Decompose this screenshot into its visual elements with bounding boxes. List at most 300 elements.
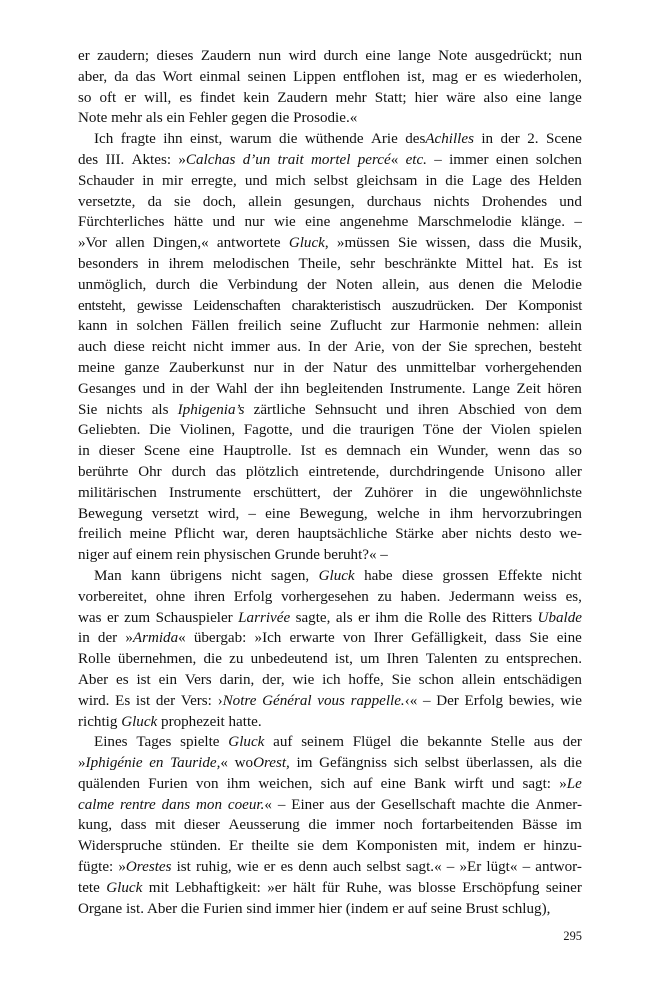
italic-text: rentre bbox=[119, 796, 156, 813]
text-word bbox=[290, 316, 321, 337]
roman-text: Sie bbox=[391, 671, 411, 688]
text-word bbox=[546, 129, 582, 150]
roman-text: der bbox=[155, 692, 176, 709]
roman-text: kung, bbox=[78, 817, 112, 834]
text-word bbox=[78, 88, 91, 109]
text-word bbox=[196, 795, 222, 816]
text-word bbox=[78, 649, 111, 670]
text-word bbox=[227, 275, 297, 296]
roman-text: und bbox=[301, 422, 325, 439]
roman-text: – bbox=[446, 859, 455, 876]
roman-text: da bbox=[147, 193, 162, 210]
roman-text: ihrem bbox=[168, 255, 204, 272]
roman-text: hätte bbox=[173, 214, 204, 231]
roman-text: erwarte bbox=[289, 630, 335, 647]
text-word bbox=[484, 67, 497, 88]
text-word bbox=[306, 379, 383, 400]
roman-text: Tages bbox=[136, 734, 172, 751]
text-word bbox=[425, 171, 437, 192]
text-word bbox=[377, 504, 420, 525]
text-word bbox=[486, 857, 517, 878]
roman-text: der bbox=[304, 359, 324, 376]
text-word bbox=[281, 857, 294, 878]
roman-text: Mittel bbox=[465, 255, 503, 272]
roman-text: da bbox=[114, 68, 129, 85]
roman-text: fügte: bbox=[78, 859, 114, 876]
text-word bbox=[243, 901, 272, 917]
text-word bbox=[462, 670, 496, 691]
roman-text: Fagotte, bbox=[243, 422, 293, 439]
roman-text: auszudrücken. bbox=[391, 297, 475, 314]
roman-text: besteht bbox=[539, 339, 582, 356]
roman-text: Anmer- bbox=[535, 796, 582, 813]
text-word bbox=[394, 753, 418, 774]
roman-text: sich bbox=[393, 755, 419, 772]
text-word bbox=[138, 462, 161, 483]
text-word bbox=[337, 233, 390, 254]
roman-text: durchaus bbox=[366, 193, 422, 210]
text-word bbox=[569, 441, 582, 462]
text-word bbox=[99, 88, 116, 109]
text-word bbox=[501, 129, 520, 150]
roman-text: Organe bbox=[78, 900, 123, 917]
roman-text: berührte bbox=[78, 463, 129, 480]
roman-text: Zaudern bbox=[200, 48, 252, 64]
roman-text: ist, bbox=[407, 68, 426, 85]
roman-text: übernehmen, bbox=[117, 651, 197, 668]
roman-text: angenehme bbox=[339, 214, 409, 231]
text-word bbox=[563, 753, 581, 774]
roman-text: eine bbox=[556, 630, 582, 647]
roman-text: Der bbox=[436, 692, 459, 709]
text-word bbox=[78, 462, 128, 483]
roman-text: übergab: bbox=[193, 630, 247, 647]
roman-text: die bbox=[511, 796, 530, 813]
roman-text: zum bbox=[124, 609, 151, 626]
roman-text: der bbox=[254, 380, 274, 397]
roman-text: eine bbox=[365, 48, 391, 64]
text-word bbox=[248, 67, 287, 88]
roman-text: Zuhörer bbox=[364, 484, 413, 501]
roman-text: ihm bbox=[375, 609, 399, 626]
text-word bbox=[78, 714, 117, 730]
roman-text: in bbox=[116, 318, 128, 335]
text-word bbox=[384, 254, 456, 275]
roman-text: »müssen bbox=[336, 235, 390, 252]
text-word bbox=[351, 691, 418, 712]
roman-text: gewisse bbox=[136, 297, 183, 314]
text-word bbox=[539, 337, 582, 358]
italic-text: vous bbox=[317, 692, 345, 709]
roman-text: Effekte bbox=[498, 567, 543, 584]
text-word bbox=[377, 358, 397, 379]
roman-text: Instrumente. bbox=[389, 380, 466, 397]
text-word bbox=[105, 150, 124, 171]
text-word bbox=[259, 46, 282, 67]
text-word bbox=[294, 192, 355, 213]
roman-text: Ist bbox=[300, 443, 316, 460]
text-word bbox=[190, 129, 222, 150]
roman-text: Lage bbox=[471, 172, 502, 189]
text-word bbox=[375, 608, 398, 629]
text-word bbox=[78, 150, 98, 171]
text-word bbox=[418, 212, 512, 233]
roman-text: Zeit bbox=[516, 380, 541, 397]
italic-text: Gluck bbox=[318, 567, 355, 584]
text-word bbox=[220, 670, 255, 691]
text-word bbox=[443, 566, 489, 587]
text-word bbox=[392, 296, 474, 317]
text-line bbox=[78, 691, 582, 712]
roman-text: seiner bbox=[545, 879, 582, 896]
roman-text: deren bbox=[256, 526, 290, 543]
text-word bbox=[212, 212, 235, 233]
text-word bbox=[449, 483, 467, 504]
italic-text: trait bbox=[277, 151, 304, 168]
roman-text: immer bbox=[230, 339, 270, 356]
text-word bbox=[237, 857, 259, 878]
text-word bbox=[389, 901, 405, 917]
text-line bbox=[78, 296, 582, 317]
text-word bbox=[543, 254, 558, 275]
text-line bbox=[78, 67, 582, 88]
roman-text: Es bbox=[543, 255, 559, 272]
text-word bbox=[406, 150, 427, 171]
text-word bbox=[516, 88, 541, 109]
italic-text: Tauride, bbox=[170, 755, 221, 772]
roman-text: hatte. bbox=[228, 713, 262, 730]
roman-text: denen bbox=[458, 276, 495, 293]
roman-text: erschüttert, bbox=[253, 484, 321, 501]
text-line bbox=[78, 400, 582, 421]
roman-text: auch bbox=[78, 339, 107, 356]
roman-text: ungewöhnlichste bbox=[479, 484, 582, 501]
roman-text: »Vor bbox=[78, 235, 108, 252]
roman-text: eine bbox=[515, 89, 542, 106]
roman-text: Man bbox=[94, 567, 122, 584]
text-word bbox=[223, 441, 291, 462]
text-word bbox=[78, 691, 109, 712]
roman-text: das bbox=[215, 463, 236, 480]
text-word bbox=[78, 608, 101, 629]
roman-text: wo bbox=[234, 755, 254, 772]
roman-text: doch, bbox=[202, 193, 237, 210]
text-word bbox=[410, 441, 428, 462]
roman-text: indem bbox=[477, 838, 516, 855]
roman-text: niger bbox=[78, 547, 110, 564]
text-word bbox=[156, 587, 185, 608]
text-word bbox=[503, 67, 581, 88]
text-word bbox=[170, 566, 222, 587]
roman-text: » bbox=[118, 859, 126, 876]
text-word bbox=[137, 316, 183, 337]
text-word bbox=[115, 233, 144, 254]
text-word bbox=[178, 400, 245, 421]
text-word bbox=[132, 547, 173, 563]
text-word bbox=[512, 254, 534, 275]
text-word bbox=[407, 67, 425, 88]
text-word bbox=[422, 337, 441, 358]
italic-text: Iphigenia’s bbox=[177, 401, 245, 418]
text-word bbox=[321, 774, 345, 795]
text-word bbox=[255, 628, 282, 649]
text-word bbox=[335, 649, 353, 670]
roman-text: blosse bbox=[418, 879, 456, 896]
roman-text: gleichsam bbox=[356, 172, 418, 189]
text-word bbox=[149, 420, 171, 441]
text-word bbox=[315, 901, 342, 917]
text-word bbox=[277, 88, 327, 109]
roman-text: die bbox=[308, 817, 327, 834]
text-word bbox=[115, 691, 130, 712]
roman-text: Sie bbox=[78, 401, 98, 418]
roman-text: Aber bbox=[78, 671, 109, 688]
roman-text: In bbox=[308, 339, 321, 356]
text-word bbox=[148, 774, 187, 795]
roman-text: wie bbox=[236, 859, 259, 876]
text-word bbox=[251, 836, 289, 857]
text-word bbox=[238, 608, 290, 629]
roman-text: die bbox=[203, 651, 222, 668]
text-word bbox=[466, 753, 533, 774]
text-word bbox=[292, 670, 314, 691]
text-word bbox=[172, 462, 206, 483]
roman-text: sehr bbox=[350, 255, 376, 272]
text-word bbox=[466, 254, 503, 275]
text-word bbox=[98, 628, 117, 649]
text-word bbox=[336, 275, 373, 296]
roman-text: Rolle bbox=[78, 651, 111, 668]
text-word bbox=[184, 815, 220, 836]
text-word bbox=[398, 46, 431, 67]
italic-text: Armida bbox=[132, 630, 179, 647]
roman-text: zu bbox=[484, 651, 499, 668]
text-word bbox=[324, 46, 358, 67]
text-word bbox=[494, 462, 545, 483]
text-word bbox=[78, 524, 122, 545]
text-word bbox=[538, 171, 582, 192]
roman-text: eine bbox=[265, 505, 291, 522]
roman-text: antwortete bbox=[216, 235, 281, 252]
text-word bbox=[421, 815, 513, 836]
text-word bbox=[392, 670, 411, 691]
roman-text: er bbox=[106, 609, 119, 626]
text-line bbox=[78, 150, 582, 171]
text-word bbox=[307, 275, 326, 296]
roman-text: vorhergehenden bbox=[485, 359, 582, 376]
text-word bbox=[411, 628, 487, 649]
roman-text: sprechen, bbox=[474, 339, 532, 356]
roman-text: des bbox=[376, 359, 397, 376]
roman-text: ist. bbox=[125, 900, 144, 917]
text-word bbox=[360, 420, 414, 441]
text-word bbox=[378, 587, 392, 608]
text-word bbox=[278, 150, 304, 171]
text-word bbox=[405, 129, 474, 150]
roman-text: physischen bbox=[203, 547, 271, 564]
roman-text: immer bbox=[449, 151, 489, 168]
text-word bbox=[78, 628, 90, 649]
text-word bbox=[559, 192, 582, 213]
roman-text: auf bbox=[353, 775, 373, 792]
roman-text: « bbox=[220, 755, 228, 772]
roman-text: – bbox=[380, 547, 388, 564]
roman-text: Ohr bbox=[138, 463, 162, 480]
roman-text: diese bbox=[113, 339, 145, 356]
text-word bbox=[434, 150, 442, 171]
roman-text: hier bbox=[318, 900, 342, 917]
text-word bbox=[78, 358, 115, 379]
text-word bbox=[301, 441, 316, 462]
roman-text: kein bbox=[243, 89, 270, 106]
text-word bbox=[156, 275, 190, 296]
roman-text: welche bbox=[376, 505, 420, 522]
roman-text: es bbox=[179, 89, 192, 106]
italic-text: mon bbox=[196, 796, 223, 813]
text-word bbox=[142, 110, 163, 126]
text-word bbox=[289, 46, 317, 67]
roman-text: unmöglich, bbox=[78, 276, 147, 293]
text-word bbox=[155, 815, 175, 836]
text-word bbox=[557, 628, 582, 649]
text-word bbox=[388, 878, 411, 899]
text-word bbox=[325, 441, 338, 462]
roman-text: spielte bbox=[180, 734, 220, 751]
roman-text: der bbox=[97, 630, 118, 647]
text-word bbox=[97, 46, 149, 67]
text-word bbox=[484, 88, 508, 109]
text-word bbox=[540, 753, 557, 774]
text-word bbox=[442, 524, 468, 545]
text-word bbox=[120, 795, 156, 816]
roman-text: fortarbeitenden bbox=[421, 817, 514, 834]
roman-text: für bbox=[322, 879, 340, 896]
roman-text: ein bbox=[166, 110, 185, 127]
text-word bbox=[498, 566, 542, 587]
text-word bbox=[308, 337, 321, 358]
text-word bbox=[322, 878, 340, 899]
text-word bbox=[343, 628, 366, 649]
text-line bbox=[78, 774, 582, 795]
roman-text: Violinen, bbox=[179, 422, 236, 439]
roman-text: antwor- bbox=[535, 859, 582, 876]
text-word bbox=[509, 691, 555, 712]
italic-text: coeur. bbox=[227, 796, 265, 813]
text-word bbox=[529, 628, 548, 649]
text-word bbox=[231, 337, 270, 358]
text-word bbox=[328, 337, 347, 358]
roman-text: der bbox=[355, 796, 376, 813]
text-word bbox=[366, 857, 400, 878]
text-word bbox=[386, 400, 409, 421]
text-line bbox=[78, 504, 582, 525]
text-word bbox=[503, 670, 582, 691]
text-word bbox=[395, 524, 434, 545]
text-word bbox=[216, 379, 247, 400]
text-word bbox=[523, 587, 557, 608]
text-word bbox=[342, 901, 389, 917]
text-word bbox=[144, 901, 177, 917]
italic-text: Notre bbox=[222, 692, 257, 709]
roman-text: aus. bbox=[277, 339, 301, 356]
roman-text: auch bbox=[332, 859, 362, 876]
roman-text: dieses bbox=[156, 48, 194, 64]
roman-text: Theile, bbox=[298, 255, 341, 272]
roman-text: Natur bbox=[332, 359, 368, 376]
roman-text: tete bbox=[78, 879, 100, 896]
text-word bbox=[169, 358, 244, 379]
text-word bbox=[136, 691, 150, 712]
text-word bbox=[281, 587, 369, 608]
roman-text: ausgedrückt; bbox=[474, 48, 552, 64]
text-word bbox=[267, 878, 286, 899]
roman-text: schlug), bbox=[502, 900, 551, 917]
roman-text: ganze bbox=[124, 359, 160, 376]
text-word bbox=[522, 774, 551, 795]
text-word bbox=[148, 254, 160, 275]
text-word bbox=[199, 67, 240, 88]
roman-text: auf bbox=[407, 900, 428, 917]
text-word bbox=[78, 420, 140, 441]
text-word bbox=[177, 857, 191, 878]
roman-text: nehmen: bbox=[487, 318, 540, 335]
text-word bbox=[297, 753, 313, 774]
text-word bbox=[159, 670, 177, 691]
roman-text: Erfolg bbox=[464, 692, 504, 709]
roman-text: Schauder bbox=[78, 172, 135, 189]
text-line bbox=[78, 732, 582, 753]
roman-text: »Ich bbox=[254, 630, 282, 647]
roman-text: Es bbox=[115, 692, 131, 709]
text-word bbox=[106, 400, 142, 421]
roman-text: nichts bbox=[106, 401, 143, 418]
text-line bbox=[78, 233, 582, 254]
roman-text: Note bbox=[78, 110, 108, 127]
text-line bbox=[78, 524, 582, 545]
roman-text: als bbox=[540, 755, 557, 772]
text-word bbox=[280, 379, 299, 400]
text-word bbox=[513, 233, 531, 254]
roman-text: Wunder, bbox=[437, 443, 489, 460]
roman-text: Sehnsucht bbox=[314, 401, 377, 418]
roman-text: »Er bbox=[459, 859, 482, 876]
roman-text: « bbox=[178, 630, 186, 647]
roman-text: der, bbox=[262, 671, 285, 688]
text-word bbox=[131, 566, 160, 587]
roman-text: ihn bbox=[280, 380, 300, 397]
roman-text: er bbox=[523, 838, 536, 855]
roman-text: seine bbox=[290, 318, 322, 335]
roman-text: nun bbox=[559, 48, 582, 64]
roman-text: der bbox=[332, 484, 353, 501]
italic-text: Le bbox=[566, 775, 582, 792]
text-word bbox=[78, 732, 128, 753]
text-word bbox=[136, 670, 150, 691]
text-word bbox=[231, 566, 261, 587]
text-word bbox=[293, 67, 336, 88]
roman-text: Widerspruche bbox=[78, 838, 163, 855]
roman-text: Bewegung bbox=[78, 505, 143, 522]
roman-text: machte bbox=[461, 796, 506, 813]
text-word bbox=[400, 732, 418, 753]
roman-text: – bbox=[277, 796, 286, 813]
text-word bbox=[299, 254, 341, 275]
roman-text: solchen bbox=[535, 151, 582, 168]
text-word bbox=[492, 774, 515, 795]
text-word bbox=[178, 150, 235, 171]
text-word bbox=[566, 587, 582, 608]
roman-text: es bbox=[116, 671, 129, 688]
